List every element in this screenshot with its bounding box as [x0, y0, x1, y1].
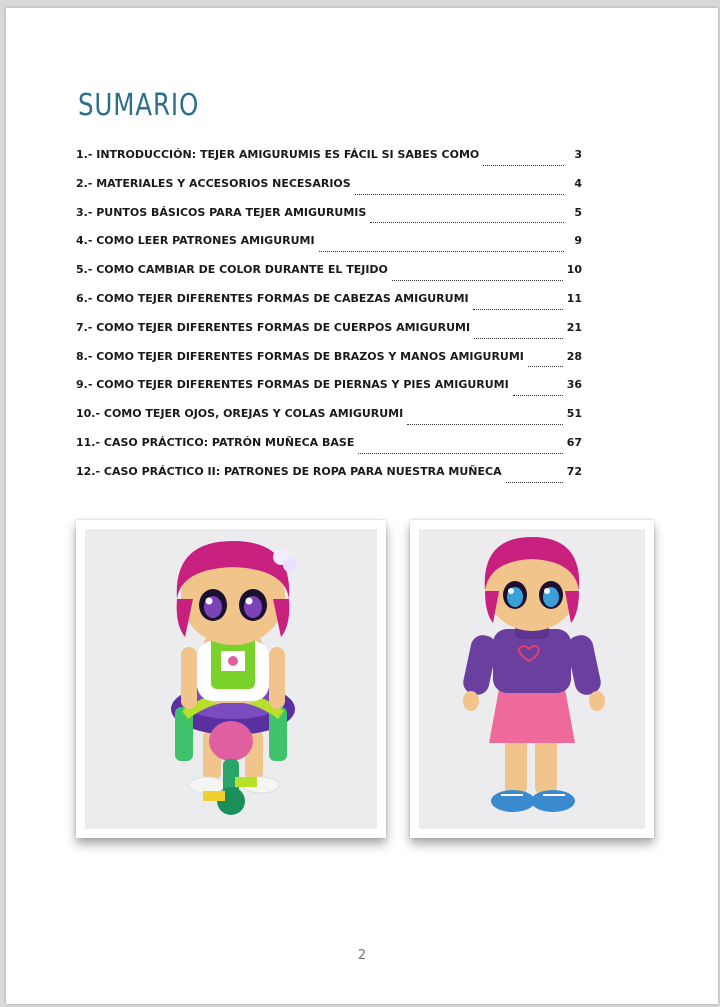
page-number: 2 — [357, 948, 367, 963]
toc-entry — [76, 321, 582, 350]
toc-leader-dots — [355, 194, 564, 195]
toc-entry — [76, 263, 582, 292]
toc-entry-title: 9.- COMO TEJER DIFERENTES FORMAS DE PIERNAS Y PIES AMIGURUMI — [76, 378, 509, 392]
photo-doll-standing — [410, 520, 654, 838]
toc-entry-page: 11 — [566, 291, 582, 305]
toc-entry-page: 4 — [574, 176, 582, 190]
toc-entry-title: 10.- COMO TEJER OJOS, OREJAS Y COLAS AMIGURUMI — [76, 407, 404, 421]
page-title: SUMARIO — [78, 88, 200, 123]
toc-entry — [76, 148, 582, 177]
toc-entry-page: 9 — [574, 234, 582, 248]
doll-standing-illustration — [419, 529, 645, 829]
toc-entry-page: 28 — [566, 349, 582, 363]
toc-leader-dots — [473, 309, 563, 310]
toc-leader-dots — [392, 280, 563, 281]
toc-leader-dots — [528, 366, 563, 367]
toc-leader-dots — [319, 251, 564, 252]
toc-entry-page: 10 — [566, 263, 582, 277]
toc-entry — [76, 407, 582, 436]
toc-entry-page: 67 — [566, 435, 582, 449]
toc-entry-page: 51 — [566, 407, 582, 421]
toc-entry — [76, 234, 582, 263]
toc-leader-dots — [370, 222, 564, 223]
toc-entry — [76, 177, 582, 206]
toc-entry — [76, 465, 582, 494]
toc-leader-dots — [358, 453, 562, 454]
toc-entry-title: 4.- COMO LEER PATRONES AMIGURUMI — [76, 234, 315, 248]
toc-entry-title: 7.- COMO TEJER DIFERENTES FORMAS DE CUERPOS AMIGURUMI — [76, 320, 471, 334]
toc-entry-title: 2.- MATERIALES Y ACCESORIOS NECESARIOS — [76, 176, 351, 190]
toc-entry-title: 6.- COMO TEJER DIFERENTES FORMAS DE CABEZAS AMIGURUMI — [76, 291, 469, 305]
toc-entry-title: 3.- PUNTOS BÁSICOS PARA TEJER AMIGURUMIS — [76, 205, 367, 219]
toc-leader-dots — [407, 424, 562, 425]
toc-entry-title: 8.- COMO TEJER DIFERENTES FORMAS DE BRAZOS Y MANOS AMIGURUMI — [76, 349, 524, 363]
toc-entry-title: 5.- COMO CAMBIAR DE COLOR DURANTE EL TEJIDO — [76, 263, 388, 277]
toc-entry — [76, 292, 582, 321]
toc-entry-title: 11.- CASO PRÁCTICO: PATRÓN MUÑECA BASE — [76, 435, 355, 449]
toc-entry-page: 72 — [566, 464, 582, 478]
toc-entry — [76, 206, 582, 235]
toc-entry — [76, 436, 582, 465]
table-of-contents — [76, 148, 582, 494]
toc-entry — [76, 378, 582, 407]
photo-doll-tricycle — [76, 520, 386, 838]
toc-entry-page: 36 — [566, 378, 582, 392]
document-page — [6, 8, 718, 1004]
toc-leader-dots — [506, 482, 563, 483]
toc-leader-dots — [513, 395, 563, 396]
toc-entry-title: 12.- CASO PRÁCTICO II: PATRONES DE ROPA PARA NUESTRA MUÑECA — [76, 464, 502, 478]
toc-leader-dots — [483, 165, 564, 166]
toc-entry-page: 5 — [574, 205, 582, 219]
doll-tricycle-illustration — [85, 529, 377, 829]
toc-entry-page: 3 — [574, 148, 582, 161]
toc-entry-page: 21 — [566, 320, 582, 334]
toc-entry-title: 1.- INTRODUCCIÓN: TEJER AMIGURUMIS ES FÁCIL SI SABES COMO — [76, 148, 480, 161]
toc-entry — [76, 350, 582, 379]
toc-leader-dots — [474, 338, 563, 339]
